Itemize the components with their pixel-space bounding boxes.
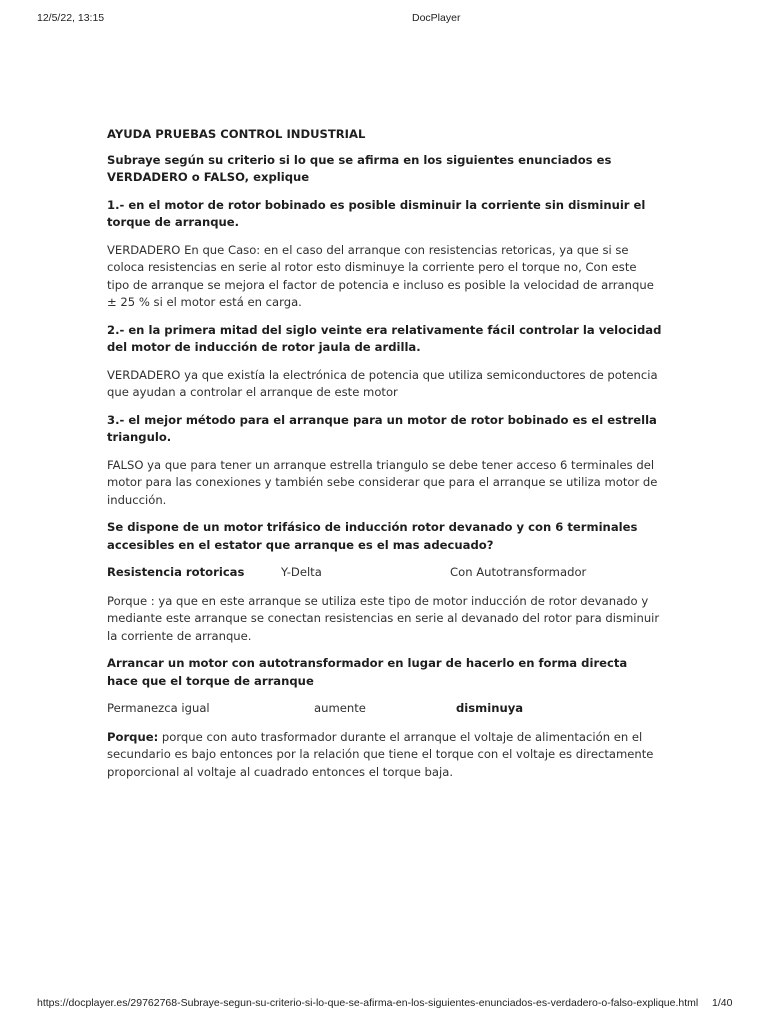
print-page-number: 1/40 xyxy=(712,997,733,1009)
question-3: 3.- el mejor método para el arranque para un motor de rotor bobinado es el estrella triangulo. xyxy=(107,412,657,444)
doc-title: AYUDA PRUEBAS CONTROL INDUSTRIAL xyxy=(107,127,366,141)
print-datetime: 12/5/22, 13:15 xyxy=(37,12,105,24)
option-y-delta: Y-Delta xyxy=(281,565,322,579)
question-5: Arrancar un motor con autotransformador en lugar de hacerlo en forma directa hace que el torque de arranque xyxy=(107,656,628,688)
option-autotransformador: Con Autotransformador xyxy=(450,565,587,579)
option-resistencia-rotoricas: Resistencia rotoricas xyxy=(107,565,245,579)
answer-5 xyxy=(107,729,662,782)
option-aumente: aumente xyxy=(314,701,366,715)
question-4-options xyxy=(107,564,662,582)
document-page xyxy=(107,126,662,791)
option-permanezca-igual: Permanezca igual xyxy=(107,701,210,715)
print-url: https://docplayer.es/29762768-Subraye-segun-su-criterio-si-lo-que-se-afirma-en-los-siguientes-enunciados-es-verdadero-o-falso-explique.html xyxy=(37,997,699,1009)
option-disminuya: disminuya xyxy=(456,701,524,715)
answer-1: VERDADERO En que Caso: en el caso del arranque con resistencias retoricas, ya que si se coloca resistencias en serie al rotor esto disminuye la corriente pero el torque no, Con este tipo de arranque se mejora el factor de potencia e incluso es posible la velocidad de arranque ± 25 % si el motor está en carga. xyxy=(107,242,654,309)
answer-5-text: porque con auto trasformador durante el arranque el voltaje de alimentación en el secundario es bajo entonces por la relación que tiene el torque con el voltaje es directamente proporcional al voltaje al cuadrado entonces el torque baja. xyxy=(107,729,654,779)
question-1: 1.- en el motor de rotor bobinado es posible disminuir la corriente sin disminuir el torque de arranque. xyxy=(107,197,646,229)
print-site-title: DocPlayer xyxy=(412,12,461,24)
question-5-options xyxy=(107,700,662,718)
question-2: 2.- en la primera mitad del siglo veinte era relativamente fácil controlar la velocidad del motor de inducción de rotor jaula de ardilla. xyxy=(107,322,662,354)
answer-5-label: Porque: xyxy=(107,729,159,744)
answer-4: Porque : ya que en este arranque se utiliza este tipo de motor inducción de rotor devanado y mediante este arranque se conectan resistencias en serie al devanado del rotor para disminuir la corriente de arranque. xyxy=(107,593,660,643)
instructions: Subraye según su criterio si lo que se afirma en los siguientes enunciados es VERDADERO o FALSO, explique xyxy=(107,152,612,184)
answer-2: VERDADERO ya que existía la electrónica de potencia que utiliza semiconductores de potencia que ayudan a controlar el arranque de este motor xyxy=(107,367,658,399)
answer-3: FALSO ya que para tener un arranque estrella triangulo se debe tener acceso 6 terminales del motor para las conexiones y también sebe considerar que para el arranque se utiliza motor de inducción. xyxy=(107,457,658,507)
question-4: Se dispone de un motor trifásico de inducción rotor devanado y con 6 terminales accesibles en el estator que arranque es el mas adecuado? xyxy=(107,520,638,552)
